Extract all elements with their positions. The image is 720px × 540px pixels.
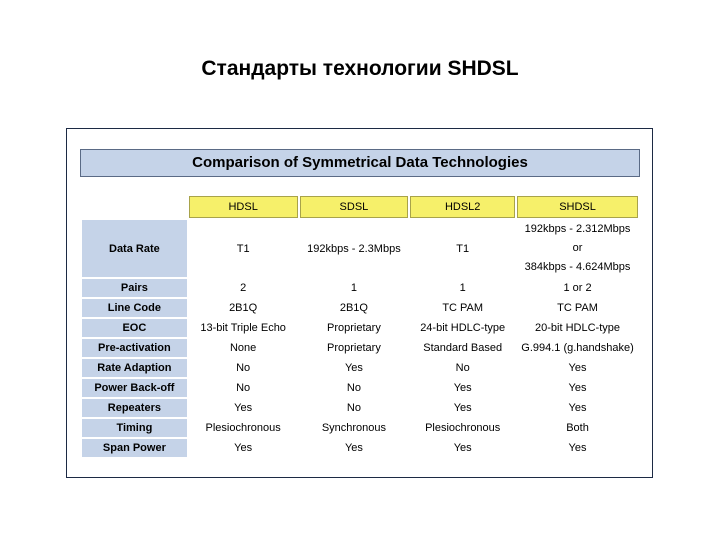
cell-shdsl: Yes xyxy=(517,439,638,457)
row-label: Pre-activation xyxy=(82,339,187,357)
row-label: Line Code xyxy=(82,299,187,317)
cell-hdsl: 2 xyxy=(189,279,298,297)
cell-hdsl2: TC PAM xyxy=(410,299,515,317)
cell-sdsl: 1 xyxy=(300,279,409,297)
col-header-hdsl2: HDSL2 xyxy=(410,196,515,218)
table-row xyxy=(82,439,638,457)
row-label: Power Back-off xyxy=(82,379,187,397)
cell-sdsl: Yes xyxy=(300,359,409,377)
cell-sdsl: Proprietary xyxy=(300,319,409,337)
cell-sdsl: Synchronous xyxy=(300,419,409,437)
comparison-table xyxy=(80,194,640,459)
cell-hdsl: None xyxy=(189,339,298,357)
cell-hdsl2: Yes xyxy=(410,439,515,457)
row-label: Rate Adaption xyxy=(82,359,187,377)
col-header-shdsl: SHDSL xyxy=(517,196,638,218)
cell-data-rate-sdsl: 192kbps - 2.3Mbps xyxy=(300,220,409,277)
cell-hdsl: Plesiochronous xyxy=(189,419,298,437)
cell-hdsl: No xyxy=(189,359,298,377)
cell-hdsl: Yes xyxy=(189,399,298,417)
cell-shdsl: Yes xyxy=(517,379,638,397)
table-row xyxy=(82,319,638,337)
shdsl-rate-line-3: 384kbps - 4.624Mbps xyxy=(524,261,631,273)
cell-sdsl: Yes xyxy=(300,439,409,457)
cell-hdsl2: Yes xyxy=(410,399,515,417)
table-row xyxy=(82,379,638,397)
table-row xyxy=(82,339,638,357)
cell-shdsl: TC PAM xyxy=(517,299,638,317)
row-label: Span Power xyxy=(82,439,187,457)
table-row xyxy=(82,359,638,377)
cell-hdsl: No xyxy=(189,379,298,397)
table-row-data-rate xyxy=(82,220,638,277)
cell-hdsl2: 1 xyxy=(410,279,515,297)
shdsl-rate-line-2: or xyxy=(572,242,583,254)
cell-data-rate-shdsl xyxy=(517,220,638,277)
cell-data-rate-hdsl2: T1 xyxy=(410,220,515,277)
cell-hdsl2: Standard Based xyxy=(410,339,515,357)
row-label: Repeaters xyxy=(82,399,187,417)
row-label: Pairs xyxy=(82,279,187,297)
cell-shdsl: 1 or 2 xyxy=(517,279,638,297)
table-row xyxy=(82,419,638,437)
cell-shdsl: Yes xyxy=(517,399,638,417)
cell-hdsl: 13-bit Triple Echo xyxy=(189,319,298,337)
row-label: EOC xyxy=(82,319,187,337)
cell-hdsl: 2B1Q xyxy=(189,299,298,317)
cell-shdsl: Yes xyxy=(517,359,638,377)
col-header-hdsl: HDSL xyxy=(189,196,298,218)
table-row xyxy=(82,279,638,297)
table-row xyxy=(82,299,638,317)
shdsl-rate-line-1: 192kbps - 2.312Mbps xyxy=(524,223,631,235)
table-caption: Comparison of Symmetrical Data Technologies xyxy=(80,149,640,177)
header-corner xyxy=(82,196,187,218)
cell-sdsl: No xyxy=(300,399,409,417)
cell-hdsl2: No xyxy=(410,359,515,377)
cell-sdsl: 2B1Q xyxy=(300,299,409,317)
cell-sdsl: No xyxy=(300,379,409,397)
cell-shdsl: G.994.1 (g.handshake) xyxy=(517,339,638,357)
cell-hdsl: Yes xyxy=(189,439,298,457)
header-row xyxy=(82,196,638,218)
row-label: Timing xyxy=(82,419,187,437)
cell-sdsl: Proprietary xyxy=(300,339,409,357)
col-header-sdsl: SDSL xyxy=(300,196,409,218)
cell-shdsl: 20-bit HDLC-type xyxy=(517,319,638,337)
cell-hdsl2: Plesiochronous xyxy=(410,419,515,437)
slide-title: Стандарты технологии SHDSL xyxy=(201,57,519,80)
cell-hdsl2: Yes xyxy=(410,379,515,397)
table-row xyxy=(82,399,638,417)
table-body xyxy=(82,279,638,457)
cell-hdsl2: 24-bit HDLC-type xyxy=(410,319,515,337)
row-label-data-rate: Data Rate xyxy=(82,220,187,277)
cell-data-rate-hdsl: T1 xyxy=(189,220,298,277)
cell-shdsl: Both xyxy=(517,419,638,437)
